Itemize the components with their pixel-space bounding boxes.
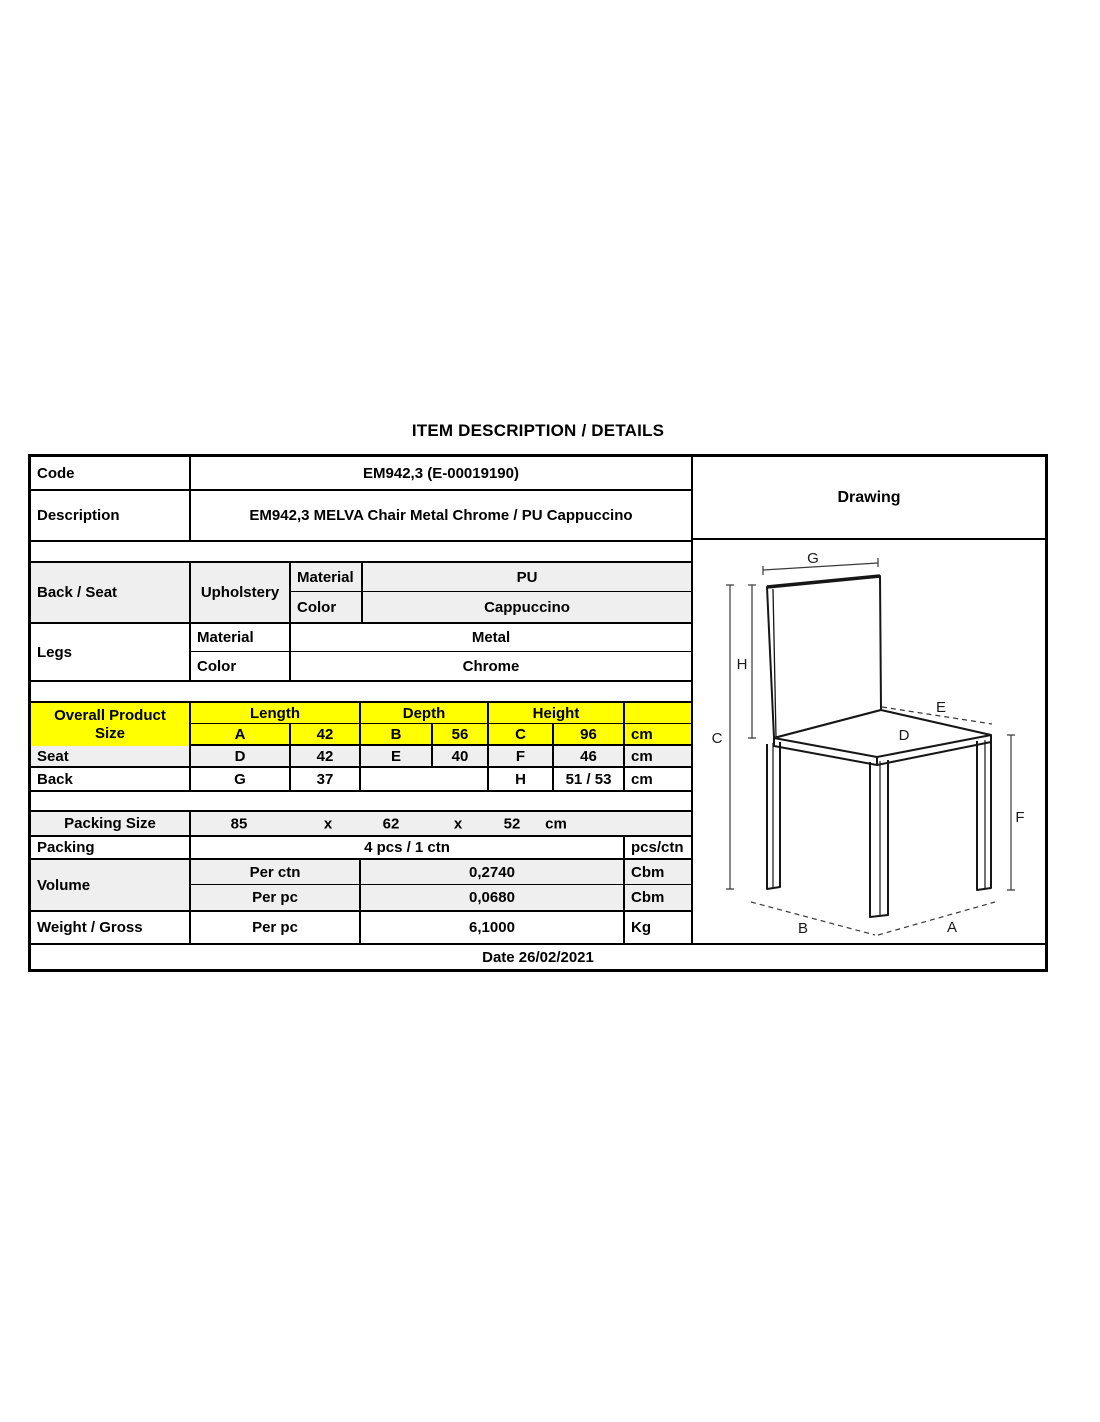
drawing-label-h: H (736, 656, 748, 673)
date-row (31, 943, 1045, 969)
volume-per-ctn-value: 0,2740 (361, 860, 625, 885)
legs-color-value: Chrome (462, 657, 520, 675)
weight-unit: Kg (631, 919, 651, 936)
volume-per-ctn-label: Per ctn (191, 860, 361, 885)
packing-unit: pcs/ctn (631, 839, 684, 856)
size-header-empty-cell (625, 703, 691, 724)
packing-size-length: 85 (230, 815, 248, 832)
dim-f-key: F (489, 746, 554, 768)
drawing-column (693, 457, 1045, 943)
code-value: EM942,3 (E-00019190) (363, 464, 519, 482)
volume-per-ctn-unit: Cbm (625, 860, 691, 885)
chair-leg-right (977, 739, 991, 890)
packing-row (31, 837, 691, 860)
packing-size-label: Packing Size (31, 812, 191, 835)
legs-material-label: Material (191, 624, 291, 652)
dim-c-value: 96 (554, 724, 625, 746)
dim-f-value: 46 (554, 746, 625, 768)
code-label: Code (31, 457, 191, 489)
overall-unit: cm (625, 724, 691, 746)
weight-value: 6,1000 (361, 912, 625, 943)
drawing-label-e: E (935, 699, 947, 716)
dim-h-key: H (489, 768, 554, 790)
size-section (31, 703, 691, 792)
dim-line-b (751, 902, 875, 935)
dim-line-a (878, 902, 995, 935)
weight-row (31, 912, 691, 943)
page-title: ITEM DESCRIPTION / DETAILS (411, 421, 665, 440)
packing-size-unit: cm (545, 815, 567, 832)
back-seat-color-label: Color (291, 592, 363, 622)
spacer-row (31, 682, 691, 703)
packing-size-x1: x (323, 815, 333, 832)
code-row (31, 457, 691, 491)
dim-a-key: A (191, 724, 291, 746)
volume-per-pc-label: Per pc (191, 885, 361, 910)
overall-product-line2: Size (94, 724, 125, 742)
chair-drawing (693, 540, 1051, 943)
weight-per-pc-label: Per pc (191, 912, 361, 943)
dim-b-key: B (361, 724, 433, 746)
legs-section (31, 624, 691, 682)
seat-unit: cm (625, 746, 691, 768)
back-row-label: Back (31, 768, 191, 790)
packing-size-value (191, 812, 691, 835)
spacer-row (31, 792, 691, 812)
drawing-label-c: C (711, 730, 723, 747)
drawing-label-b: B (797, 920, 809, 937)
overall-product-line1: Overall Product (54, 706, 166, 724)
volume-per-pc-value: 0,0680 (361, 885, 625, 910)
legs-label: Legs (31, 624, 191, 680)
length-header: Length (191, 703, 361, 724)
drawing-header: Drawing (693, 457, 1045, 540)
chair-outline (767, 576, 991, 917)
dim-e-key: E (361, 746, 433, 768)
back-seat-material-value: PU (363, 563, 691, 592)
volume-per-pc-unit: Cbm (631, 889, 665, 906)
drawing-label-a: A (946, 919, 958, 936)
chair-leg-front (870, 760, 888, 917)
spacer-row (31, 542, 691, 563)
drawing-label-f: F (1015, 809, 1025, 826)
height-header: Height (489, 703, 625, 724)
dim-g-key: G (191, 768, 291, 790)
packing-size-width: 62 (382, 815, 400, 832)
drawing-label-g: G (807, 550, 819, 567)
dim-d-value: 42 (291, 746, 361, 768)
dim-a-value: 42 (291, 724, 361, 746)
back-seat-section (31, 563, 691, 624)
drawing-label-d: D (898, 727, 910, 744)
packing-size-row (31, 812, 691, 837)
back-seat-color-value: Cappuccino (484, 598, 570, 616)
spec-table (28, 454, 1048, 972)
legs-material-value: Metal (291, 624, 691, 652)
legs-color-label: Color (191, 652, 291, 680)
date-value: Date 26/02/2021 (482, 948, 594, 966)
back-seat-material-label: Material (291, 563, 363, 592)
dim-d-key: D (191, 746, 291, 768)
description-label: Description (31, 491, 191, 540)
weight-label: Weight / Gross (31, 912, 191, 943)
spec-table-left (31, 457, 693, 943)
description-row (31, 491, 691, 542)
dim-g-value: 37 (291, 768, 361, 790)
back-seat-label: Back / Seat (31, 563, 191, 622)
packing-size-height: 52 (503, 815, 521, 832)
volume-section (31, 860, 691, 912)
description-value: EM942,3 MELVA Chair Metal Chrome / PU Cappuccino (249, 507, 633, 524)
dim-c-key: C (489, 724, 554, 746)
dim-e-value: 40 (433, 746, 489, 768)
packing-label: Packing (31, 837, 191, 858)
dim-line-g (763, 563, 878, 570)
back-unit: cm (631, 770, 653, 788)
dim-b-value: 56 (433, 724, 489, 746)
chair-seat (774, 710, 991, 757)
overall-product-size-label (31, 703, 191, 746)
dim-h-value: 51 / 53 (554, 768, 625, 790)
drawing-area (693, 540, 1045, 943)
packing-size-x2: x (453, 815, 463, 832)
seat-row-label: Seat (31, 746, 191, 768)
volume-label: Volume (31, 860, 191, 910)
packing-value: 4 pcs / 1 ctn (191, 837, 625, 858)
depth-header: Depth (361, 703, 489, 724)
back-row-empty-cell (361, 768, 489, 790)
upholstery-label: Upholstery (191, 563, 291, 622)
